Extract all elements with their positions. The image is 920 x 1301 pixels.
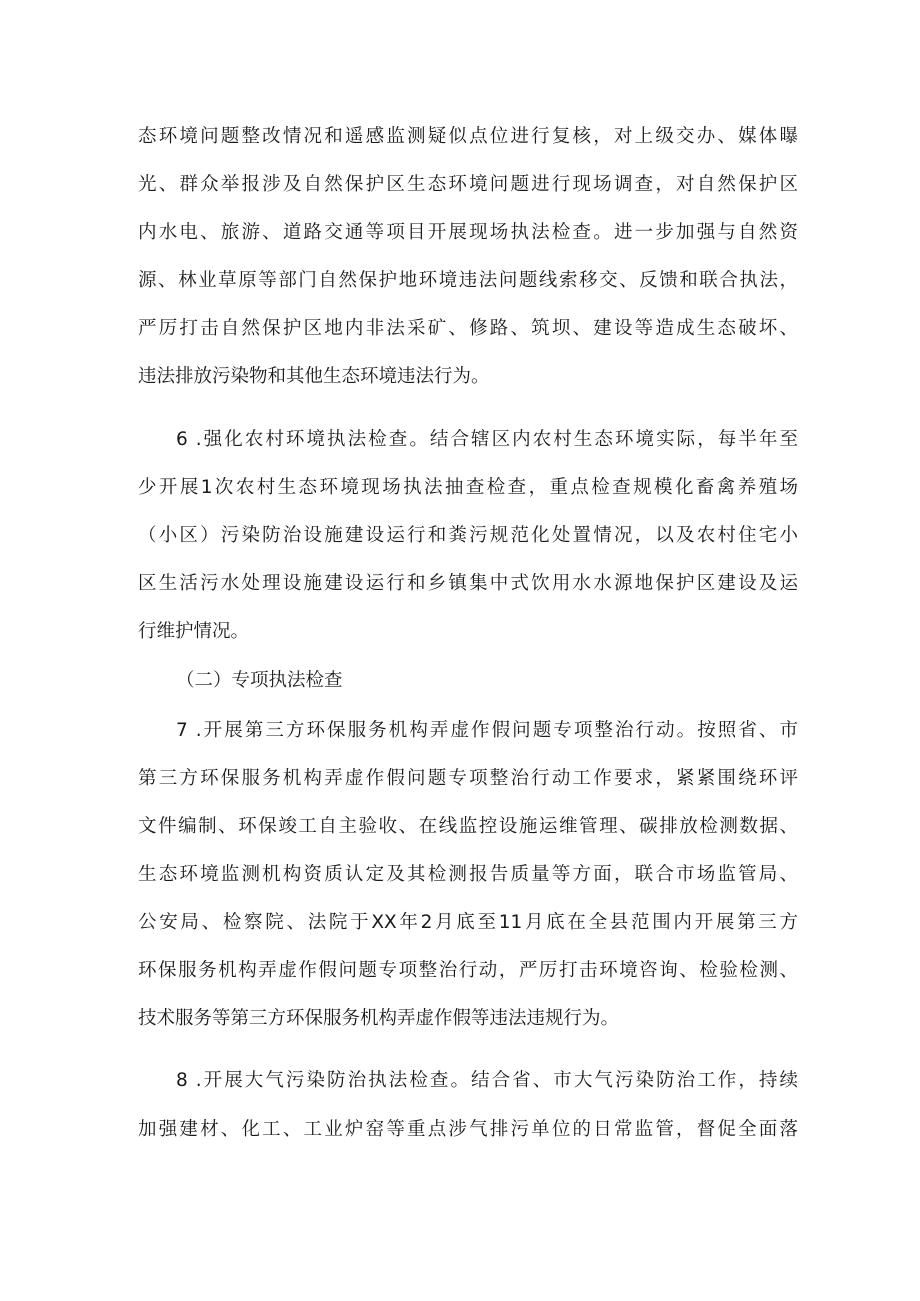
paragraph-line: 文件编制、环保竣工自主验收、在线监控设施运维管理、碳排放检测数据、 (138, 816, 798, 837)
paragraph-line: 源、林业草原等部门自然保护地环境违法问题线索移交、反馈和联合执法， (138, 270, 798, 291)
item-7-first-line: 7 .开展第三方环保服务机构弄虚作假问题专项整治行动。按照省、市 (176, 720, 798, 741)
paragraph-line: 加强建材、化工、工业炉窑等重点涉气排污单位的日常监管，督促全面落 (138, 1119, 798, 1140)
paragraph-line: 少开展1次农村生态环境现场执法抽查检查，重点检查规模化畜禽养殖场 (138, 477, 798, 498)
paragraph-line: （小区）污染防治设施建设运行和粪污规范化处置情况，以及农村住宅小 (138, 525, 798, 546)
paragraph-line: 区生活污水处理设施建设运行和乡镇集中式饮用水水源地保护区建设及运 (138, 573, 798, 594)
paragraph-line: 严厉打击自然保护区地内非法采矿、修路、筑坝、建设等造成生态破坏、 (138, 318, 798, 339)
item-6-first-line: 6 .强化农村环境执法检查。结合辖区内农村生态环境实际，每半年至 (176, 429, 798, 450)
paragraph-line: 环保服务机构弄虚作假问题专项整治行动，严厉打击环境咨询、检验检测、 (138, 960, 798, 981)
paragraph-line: 公安局、检察院、法院于XX年2月底至11月底在全县范围内开展第三方 (138, 912, 798, 933)
paragraph-line: 生态环境监测机构资质认定及其检测报告质量等方面，联合市场监管局、 (138, 864, 798, 885)
paragraph-line: 态环境问题整改情况和遥感监测疑似点位进行复核，对上级交办、媒体曝 (138, 126, 798, 147)
paragraph-line: 违法排放污染物和其他生态环境违法行为。 (138, 366, 490, 387)
paragraph-line: 技术服务等第三方环保服务机构弄虚作假等违法违规行为。 (138, 1008, 620, 1029)
paragraph-line: 光、群众举报涉及自然保护区生态环境问题进行现场调查，对自然保护区 (138, 174, 798, 195)
paragraph-line: 内水电、旅游、道路交通等项目开展现场执法检查。进一步加强与自然资 (138, 222, 798, 243)
item-8-first-line: 8 .开展大气污染防治执法检查。结合省、市大气污染防治工作，持续 (176, 1070, 798, 1091)
section-heading: （二）专项执法检查 (176, 670, 343, 691)
paragraph-line: 第三方环保服务机构弄虚作假问题专项整治行动工作要求，紧紧围绕环评 (138, 768, 798, 789)
paragraph-line: 行维护情况。 (138, 621, 250, 642)
